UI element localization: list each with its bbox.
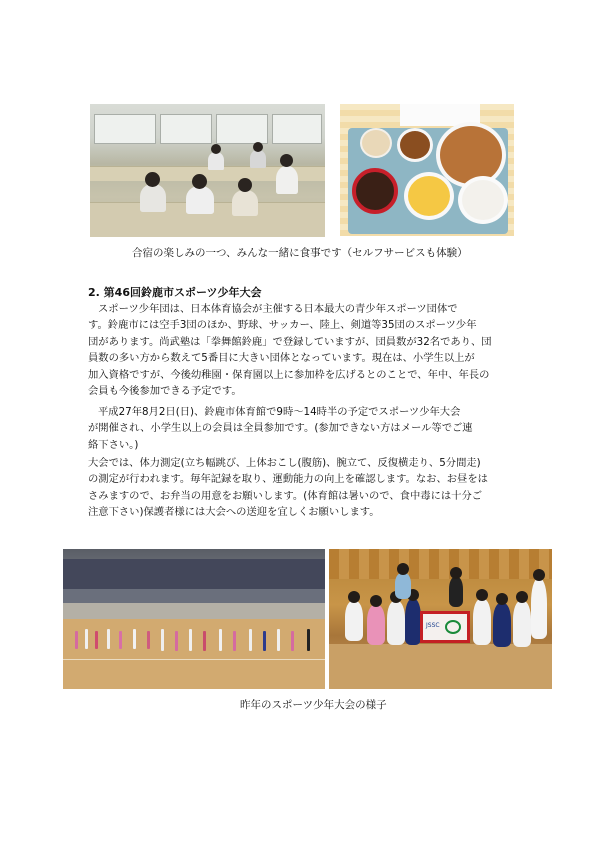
child-figure [449,577,463,607]
window [272,114,322,144]
child-figure [203,631,206,651]
child-figure [345,601,363,641]
gym-photo [63,549,325,689]
child-figure [249,629,252,651]
child-head [348,591,360,603]
text-line: 平成27年8月2日(日)、鈴鹿市体育館で9時～14時半の予定でスポーツ少年大会 [98,406,461,418]
logo-icon [445,620,461,634]
person-head [238,178,252,192]
child-figure [387,601,405,645]
child-head [450,567,462,579]
child-figure [473,599,491,645]
child-figure [513,601,531,647]
banner-text: JSSC [426,622,440,629]
bottom-photo-caption: 昨年のスポーツ少年大会の様子 [240,699,387,711]
child-figure [147,631,150,649]
child-figure [493,603,511,647]
text-line: 絡下さい。) [88,438,139,451]
adult-figure [531,579,547,639]
child-figure [85,629,88,649]
child-head [370,595,382,607]
adult-figure [395,573,411,599]
person [186,186,214,214]
text-line: 会員も今後参加できる予定です。 [88,385,242,398]
text-line: す。鈴鹿市には空手3団のほか、野球、サッカー、陸上、剣道等35団のスポーツ少年 [88,319,477,332]
gym-floor [329,644,552,689]
soup-bowl [352,168,398,214]
person-head [280,154,293,167]
child-figure [119,631,122,649]
bleachers [63,589,325,603]
child-figure [107,629,110,649]
meal-photo [340,104,514,236]
sauce-bowl [397,128,433,162]
bleachers [63,559,325,589]
child-figure [161,629,164,651]
window [94,114,156,144]
adult-head [533,569,545,581]
salad-bowl [404,172,454,220]
child-figure [133,629,136,649]
child-figure [307,629,310,651]
child-figure [291,631,294,651]
person [250,150,266,168]
text-line: スポーツ少年団は、日本体育協会が主催する日本最大の青少年スポーツ団体で [98,303,458,315]
person-head [145,172,160,187]
text-line: の測定が行われます。毎年記録を取り、運動能力の向上を確認します。なお、お昼をは [88,473,488,486]
text-line: 団があります。尚武塾は「拳舞館鈴鹿」で登録していますが、団員数が32名であり、団 [88,335,492,348]
person-head [192,174,207,189]
person [208,152,224,170]
top-photo-caption: 合宿の楽しみの一つ、みんな一緒に食事です（セルフサービスも体験） [132,247,468,259]
adult-head [397,563,409,575]
person-head [253,142,263,152]
person-head [211,144,221,154]
child-figure [367,605,385,645]
text-line: 大会では、体力測定(立ち幅跳び、上体おこし(腹筋)、腕立て、反復横走り、5分間走) [88,457,481,469]
child-figure [263,631,266,651]
child-figure [405,599,421,645]
gym-floor [63,619,325,689]
text-line: 注意下さい)保護者様には大会への送迎を宜しくお願いします。 [88,506,380,519]
court-line [63,659,325,660]
child-figure [233,631,236,651]
cafeteria-photo [90,104,325,237]
group-photo [329,549,552,689]
team-banner [420,611,470,643]
child-figure [189,629,192,651]
side-dish-bowl [360,128,392,158]
window [216,114,268,144]
text-line: さみますので、お弁当の用意をお願いします。(体育館は暑いので、食中毒には十分ご [88,489,483,502]
child-figure [219,629,222,651]
child-figure [277,629,280,651]
child-figure [175,631,178,651]
child-head [496,593,508,605]
gym-wall [63,603,325,619]
window [160,114,212,144]
text-line: 員数の多い方から数えて5番目に大きい団体となっています。現在は、小学生以上が [88,352,475,365]
text-line: が開催され、小学生以上の会員は全員参加です。(参加できない方はメール等でご連 [88,422,473,435]
rice-bowl [458,176,508,224]
child-figure [95,631,98,649]
gym-wall-panels [329,549,552,579]
paragraph-details [88,455,528,521]
person [276,166,298,194]
section-heading: 2. 第46回鈴鹿市スポーツ少年大会 [88,286,262,299]
child-figure [75,631,78,649]
paragraph-intro [88,301,528,399]
person [140,184,166,212]
text-line: 加入資格ですが、今後幼稚園・保育園以上に参加枠を広げるとのことで、年中、年長の [88,368,490,381]
child-head [516,591,528,603]
child-head [476,589,488,601]
person [232,190,258,216]
paragraph-event [88,404,528,453]
